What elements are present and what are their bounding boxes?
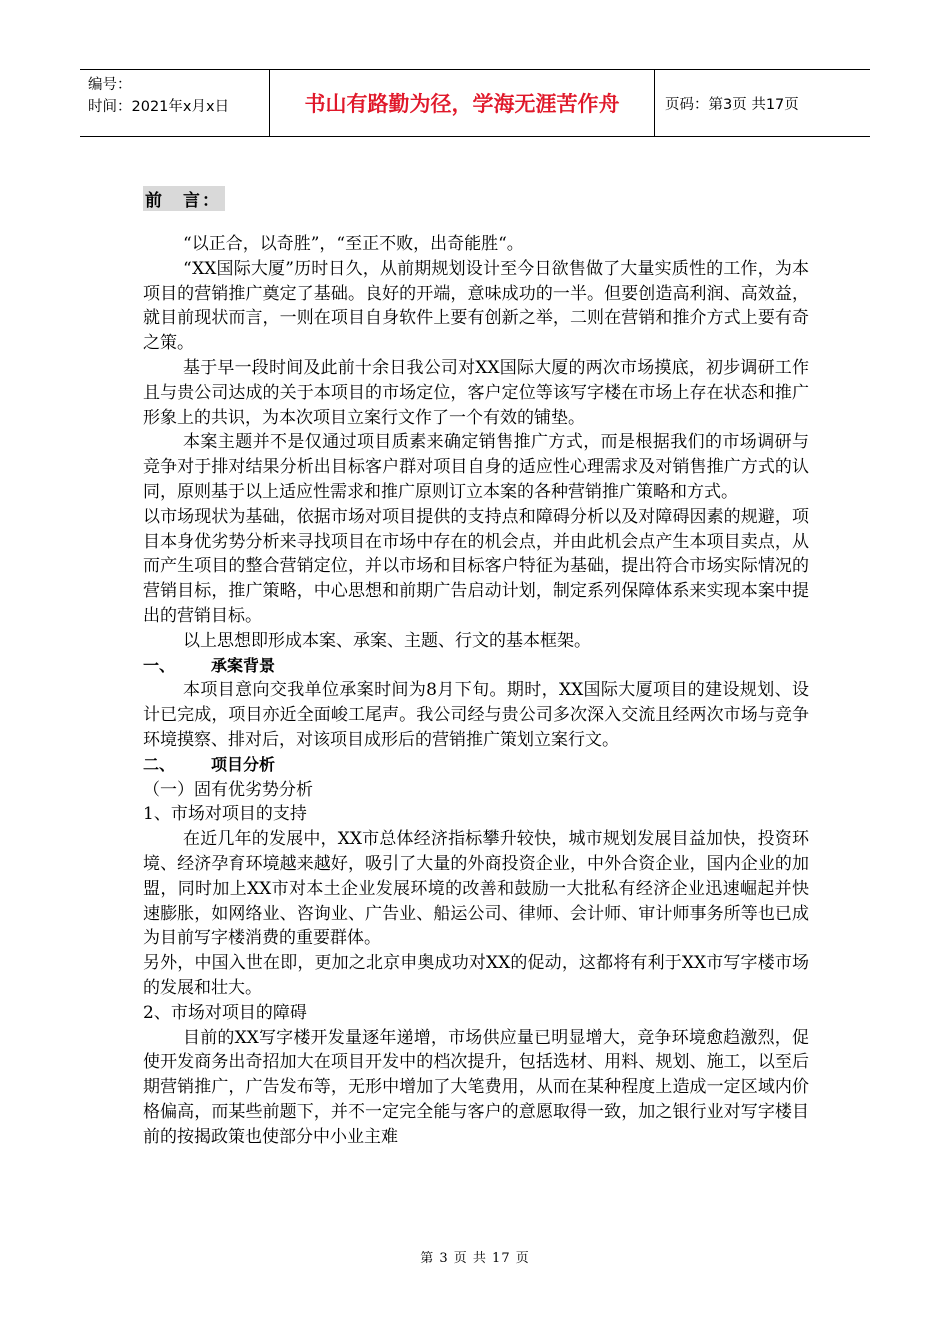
section-heading — [143, 654, 809, 679]
section-title: 承案背景 — [211, 655, 276, 675]
item-heading: 1、市场对项目的支持 — [143, 804, 307, 825]
paragraph: 本项目意向交我单位承案时间为8月下旬。期时，XX国际大厦项目的建设规划、设计已完成，项目亦近全面峻工尾声。我公司经与贵公司多次深入交流且经两次市场与竞争环境摸察、排对后，对该项目成形后的营销推广策划立案行文。 — [143, 680, 809, 750]
header-meta-cell — [80, 70, 270, 136]
section-number: 一、 — [143, 655, 176, 675]
paragraph: “XX国际大厦”历时日久，从前期规划设计至今日欲售做了大量实质性的工作，为本项目的营销推广奠定了基础。良好的开端，意味成功的一半。但要创造高利润、高效益，就目前现状而言，一则在项目自身软件上要有创新之举，二则在营销和推介方式上要有奇之策。 — [143, 258, 809, 354]
document-body — [143, 232, 809, 1149]
number-label: 编号： — [88, 77, 132, 93]
paragraph: 目前的XX写字楼开发量逐年递增，市场供应量已明显增大，竞争环境愈趋激烈，促使开发商务出奇招加大在项目开发中的档次提升，包括选材、用料、规划、施工，以至后期营销推广，广告发布等，无形中增加了大笔费用，从而在某种程度上造成一定区域内价格偏高，而某些前题下，并不一定完全能与客户的意愿取得一致，加之银行业对写字楼目前的按揭政策也使部分中小业主难 — [143, 1027, 809, 1147]
header-page-info: 页码：第3页 共17页 — [665, 96, 799, 113]
paragraph: 以市场现状为基础，依据市场对项目提供的支持点和障碍分析以及对障碍因素的规避，项目本身优劣势分析来寻找项目在市场中存在的机会点，并由此机会点产生本项目卖点，从而产生项目的整合营销定位，并以市场和目标客户特征为基础，提出符合市场实际情况的营销目标，推广策略，中心思想和前期广告启动计划，制定系列保障体系来实现本案中提出的营销目标。 — [143, 506, 809, 626]
paragraph: “以正合，以奇胜”，“至正不败，出奇能胜“。 — [183, 234, 524, 254]
paragraph: 在近几年的发展中，XX市总体经济指标攀升较快，城市规划发展目益加快，投资环境、经济孕育环境越来越好，吸引了大量的外商投资企业，中外合资企业，国内企业的加盟，同时加上XX市对本土企业发展环境的改善和鼓励一大批私有经济企业迅速崛起并快速膨胀，如网络业、咨询业、广告业、船运公司、律师、会计师、审计师事务所等也已成为目前写字楼消费的重要群体。 — [143, 829, 809, 949]
section-title: 项目分析 — [211, 754, 276, 774]
page-footer: 第 3 页 共 17 页 — [420, 1251, 530, 1266]
paragraph: 另外，中国入世在即，更加之北京申奥成功对XX的促动，这都将有利于XX市写字楼市场的发展和壮大。 — [143, 953, 809, 998]
header-motto: 书山有路勤为径，学海无涯苦作舟 — [270, 70, 655, 136]
header-table — [80, 69, 870, 137]
date-label: 时间：2021年x月x日 — [88, 99, 230, 115]
subsection-heading: （一）固有优劣势分析 — [143, 779, 313, 800]
item-heading: 2、市场对项目的障碍 — [143, 1002, 307, 1023]
paragraph: 本案主题并不是仅通过项目质素来确定销售推广方式，而是根据我们的市场调研与竞争对于排对结果分析出目标客户群对项目自身的适应性心理需求及对销售推广方式的认同，原则基于以上适应性需求和推广原则订立本案的各种营销推广策略和方式。 — [143, 432, 809, 502]
paragraph: 基于早一段时间及此前十余日我公司对XX国际大厦的两次市场摸底，初步调研工作且与贵公司达成的关于本项目的市场定位，客户定位等该写字楼在市场上存在状态和推广形象上的共识，为本次项目立案行文作了一个有效的铺垫。 — [143, 357, 809, 428]
section-number: 二、 — [143, 754, 176, 774]
section-heading — [143, 753, 809, 778]
paragraph: 以上思想即形成本案、承案、主题、行文的基本框架。 — [183, 630, 591, 651]
preface-title: 前 言： — [143, 186, 225, 211]
